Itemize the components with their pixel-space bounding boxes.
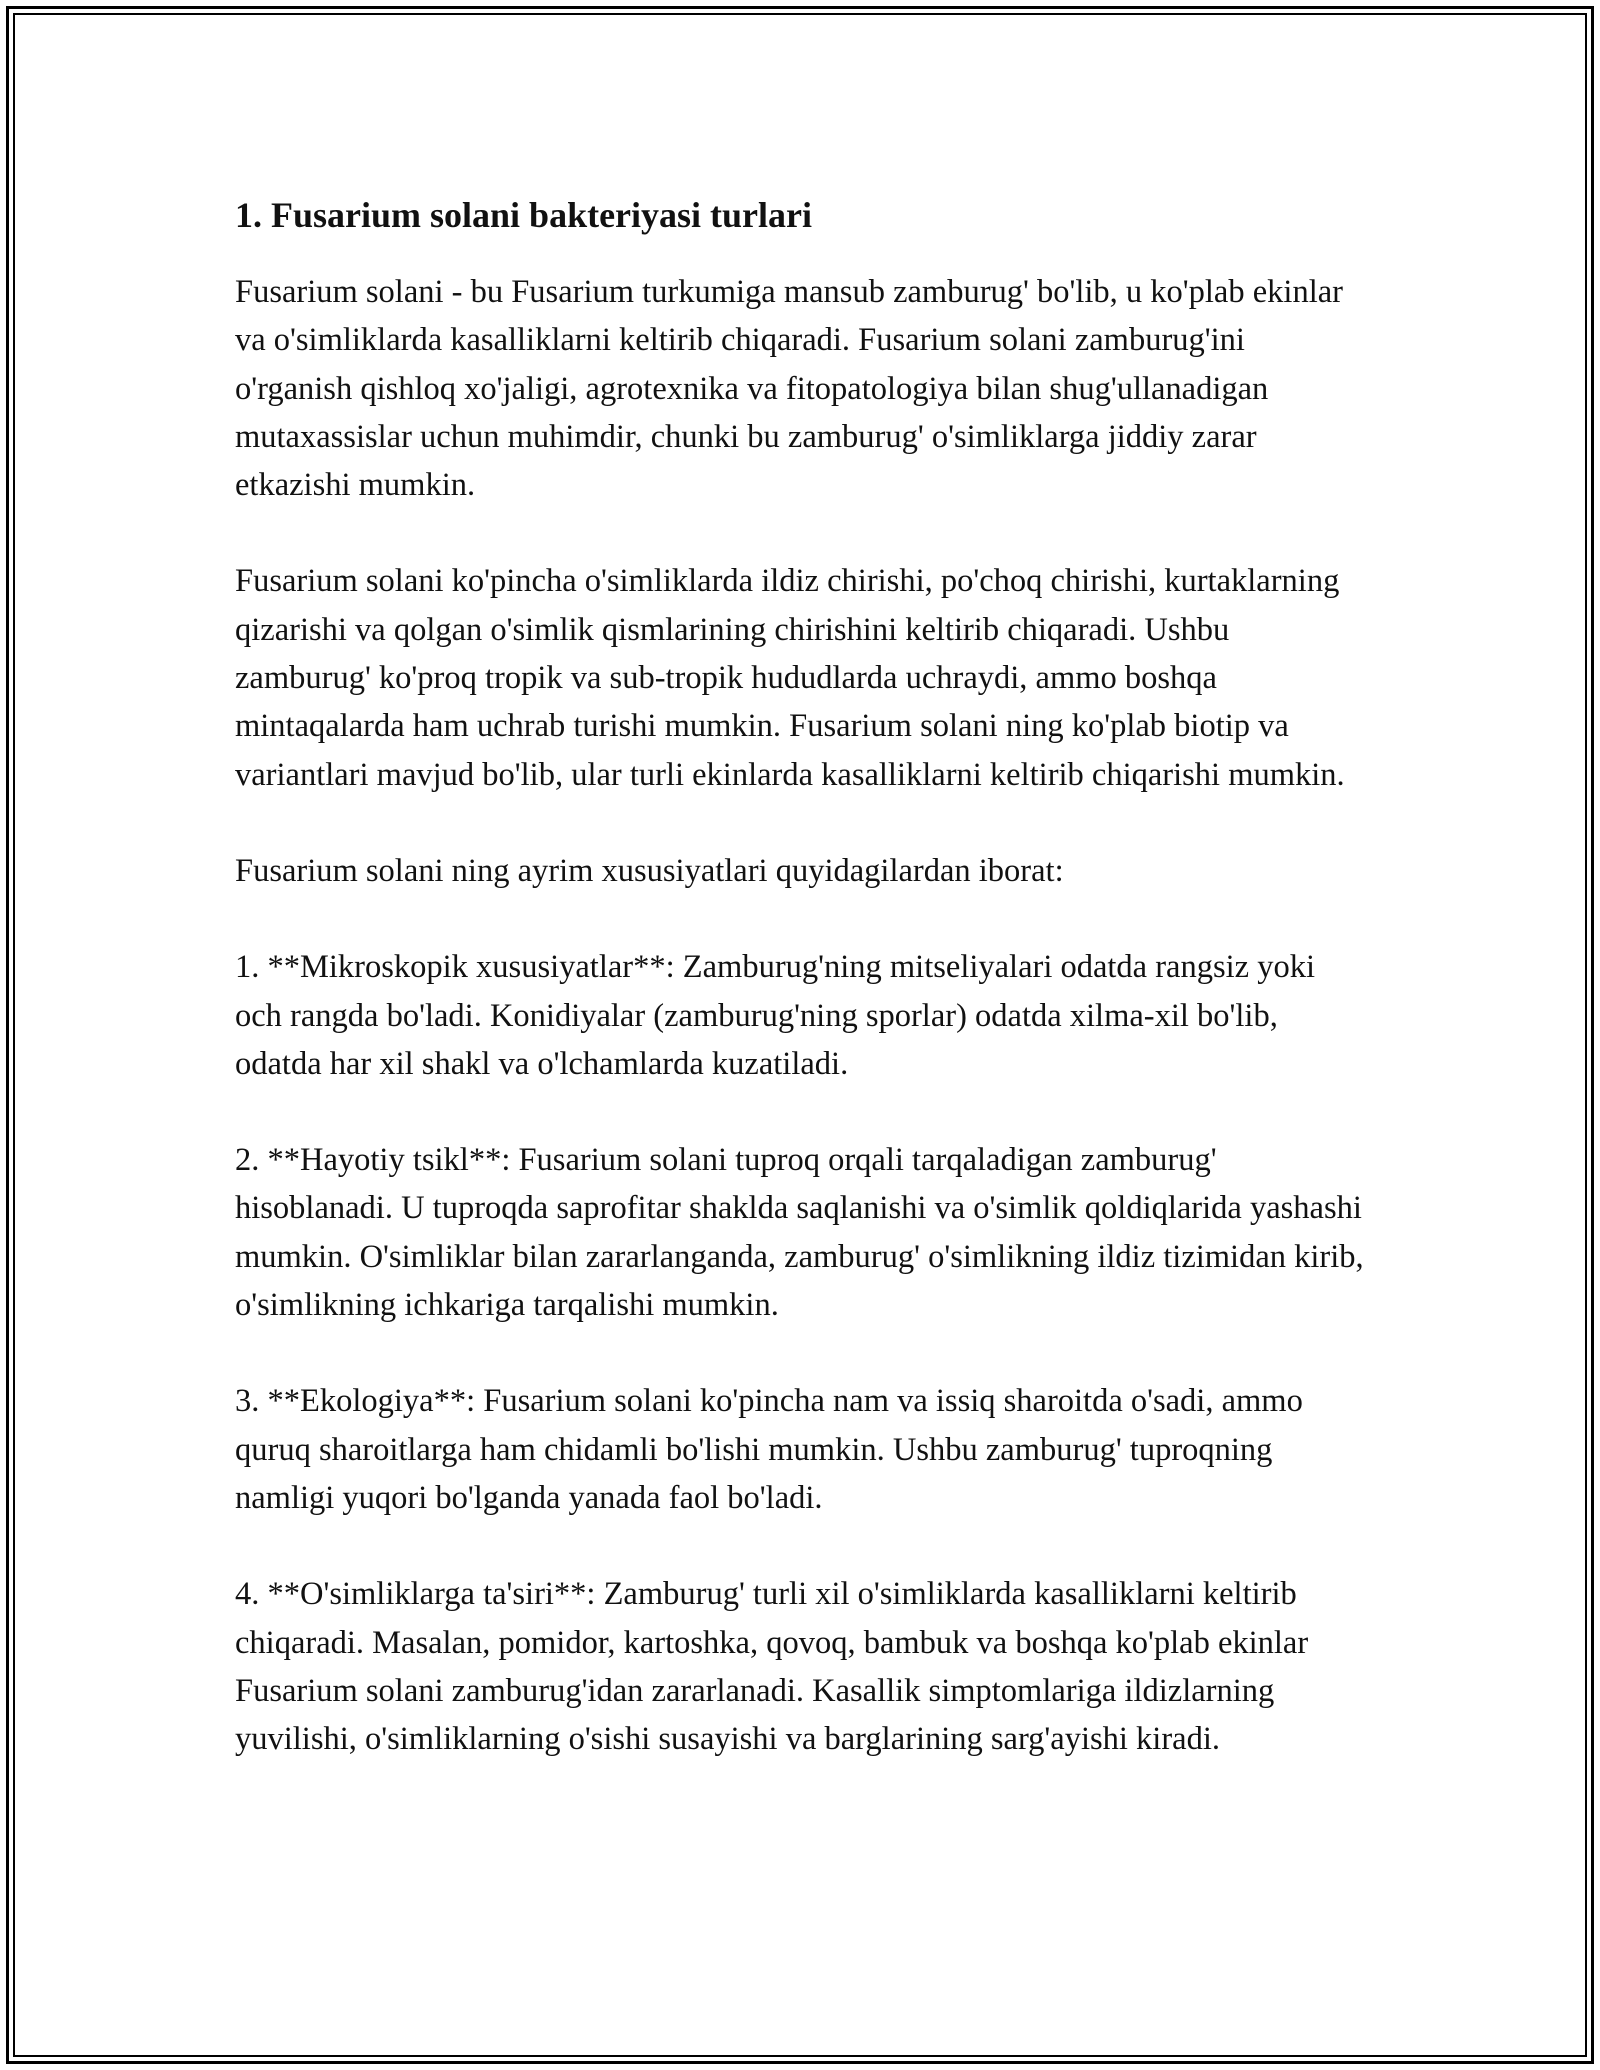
list-item-ecology: 3. **Ekologiya**: Fusarium solani ko'pincha nam va issiq sharoitda o'sadi, ammo quruq sharoitlarga ham chidamli bo'lishi mumkin. Ushbu zamburug' tuproqning namligi yuqori bo'lganda yanada faol bo'ladi. bbox=[235, 1383, 1303, 1516]
list-item-microscopic: 1. **Mikroskopik xususiyatlar**: Zamburug'ning mitseliyalari odatda rangsiz yoki och rangda bo'ladi. Konidiyalar (zamburug'ning sporlar) odatda xilma-xil bo'lib, odatda har xil shakl va o'lchamlarda kuzatiladi. bbox=[235, 949, 1315, 1082]
list-item-life-cycle: 2. **Hayotiy tsikl**: Fusarium solani tuproq orqali tarqaladigan zamburug' hisoblanadi. U tuproqda saprofitar shaklda saqlanishi va o'simlik qoldiqlarida yashashi mumkin. O'simliklar bilan zararlanganda, zamburug' o'simlikning ildiz tizimidan kirib, o'simlikning ichkariga tarqalishi mumkin. bbox=[235, 1142, 1364, 1324]
document-body bbox=[235, 188, 1365, 1811]
document-title: 1. Fusarium solani bakteriyasi turlari bbox=[235, 195, 813, 235]
paragraph-features-lead: Fusarium solani ning ayrim xususiyatlari quyidagilardan iborat: bbox=[235, 852, 1064, 889]
paragraph-symptoms: Fusarium solani ko'pincha o'simliklarda ildiz chirishi, po'choq chirishi, kurtaklarning qizarishi va qolgan o'simlik qismlarining chirishini keltirib chiqaradi. Ushbu zamburug' ko'proq tropik va sub-tropik hududlarda uchraydi, ammo boshqa mintaqalarda ham uchrab turishi mumkin. Fusarium solani ning ko'plab biotip va variantlari mavjud bo'lib, ular turli ekinlarda kasalliklarni keltirib chiqarishi mumkin. bbox=[235, 563, 1345, 793]
paragraph-intro: Fusarium solani - bu Fusarium turkumiga mansub zamburug' bo'lib, u ko'plab ekinlar va o'simliklarda kasalliklarni keltirib chiqaradi. Fusarium solani zamburug'ini o'rganish qishloq xo'jaligi, agrotexnika va fitopatologiya bilan shug'ullanadigan mutaxassislar uchun muhimdir, chunki bu zamburug' o'simliklarga jiddiy zarar etkazishi mumkin. bbox=[235, 274, 1343, 504]
list-item-plant-effects: 4. **O'simliklarga ta'siri**: Zamburug' turli xil o'simliklarda kasalliklarni keltirib chiqaradi. Masalan, pomidor, kartoshka, qovoq, bambuk va boshqa ko'plab ekinlar Fusarium solani zamburug'idan zararlanadi. Kasallik simptomlariga ildizlarning yuvilishi, o'simliklarning o'sishi susayishi va barglarining sarg'ayishi kiradi. bbox=[235, 1576, 1309, 1758]
